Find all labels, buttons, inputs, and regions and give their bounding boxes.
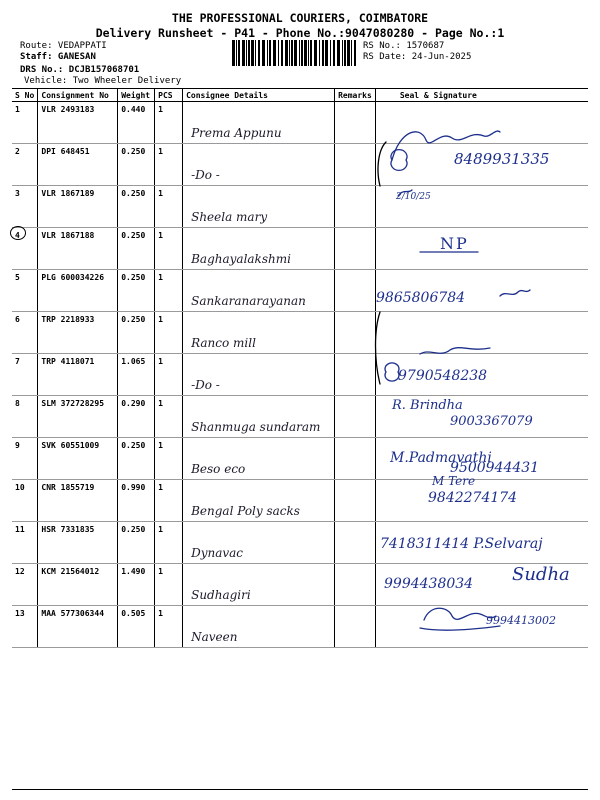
staff-label: Staff: GANESAN bbox=[20, 52, 96, 62]
row-weight: 0.250 bbox=[118, 438, 155, 480]
row-sno: 2 bbox=[12, 144, 38, 186]
row-weight: 0.250 bbox=[118, 312, 155, 354]
vehicle-label: Vehicle: Two Wheeler Delivery bbox=[24, 76, 182, 86]
row-consignee-cell bbox=[183, 228, 335, 270]
table-row bbox=[12, 102, 588, 144]
sig-row7-phone: 9790548238 bbox=[398, 368, 488, 384]
row-consignee-handwritten: Sankaranarayanan bbox=[191, 294, 306, 308]
barcode bbox=[232, 40, 356, 66]
row-remarks bbox=[335, 480, 376, 522]
route-label: Route: VEDAPPATI bbox=[20, 41, 107, 51]
footer-rule bbox=[12, 789, 588, 790]
barcode-bar bbox=[248, 40, 250, 66]
row-sno: 12 bbox=[12, 564, 38, 606]
sig-row8-name: R. Brindha bbox=[392, 398, 463, 413]
row-pcs: 1 bbox=[155, 228, 183, 270]
sig-row4-np: NP bbox=[440, 234, 469, 253]
row-sno: 5 bbox=[12, 270, 38, 312]
barcode-bar bbox=[289, 40, 290, 66]
barcode-bar bbox=[322, 40, 324, 66]
company-title: THE PROFESSIONAL COURIERS, COIMBATORE bbox=[171, 11, 429, 25]
barcode-bar bbox=[330, 40, 331, 66]
row-weight: 0.290 bbox=[118, 396, 155, 438]
sig-row5-phone: 9865806784 bbox=[376, 290, 466, 306]
row-sno: 9 bbox=[12, 438, 38, 480]
sig-row9-phone: 9500944431 bbox=[450, 460, 540, 476]
row-consignment-no: TRP 4118071 bbox=[38, 354, 118, 396]
barcode-bar bbox=[294, 40, 297, 66]
col-consignment: Consignment No bbox=[38, 89, 118, 102]
row-consignment-no: VLR 1867189 bbox=[38, 186, 118, 228]
row-consignment-no: KCM 21564012 bbox=[38, 564, 118, 606]
row-remarks bbox=[335, 522, 376, 564]
row-weight: 0.250 bbox=[118, 228, 155, 270]
runsheet-subtitle: Delivery Runsheet - P41 - Phone No.:9047080280 - Page No.:1 bbox=[95, 26, 505, 40]
row-sno: 8 bbox=[12, 396, 38, 438]
row-consignee-cell bbox=[183, 144, 335, 186]
row-consignee-cell bbox=[183, 102, 335, 144]
barcode-bar bbox=[325, 40, 328, 66]
row-weight: 0.440 bbox=[118, 102, 155, 144]
row-consignee-handwritten: Beso eco bbox=[191, 462, 246, 476]
barcode-bar bbox=[242, 40, 245, 66]
table-row bbox=[12, 354, 588, 396]
row-remarks bbox=[335, 564, 376, 606]
barcode-bar bbox=[342, 40, 343, 66]
col-signature: Seal & Signature bbox=[375, 89, 588, 102]
row-sno: 11 bbox=[12, 522, 38, 564]
row-consignee-cell bbox=[183, 396, 335, 438]
row-pcs: 1 bbox=[155, 480, 183, 522]
row-consignee-handwritten: Naveen bbox=[191, 630, 238, 644]
row-consignee-cell bbox=[183, 438, 335, 480]
row-pcs: 1 bbox=[155, 438, 183, 480]
row-pcs: 1 bbox=[155, 522, 183, 564]
table-row bbox=[12, 228, 588, 270]
row-sno: 6 bbox=[12, 312, 38, 354]
sig-row13-phone: 9994413002 bbox=[486, 614, 556, 627]
row-pcs: 1 bbox=[155, 396, 183, 438]
row-weight: 0.505 bbox=[118, 606, 155, 648]
row-remarks bbox=[335, 606, 376, 648]
table-row bbox=[12, 312, 588, 354]
table-header-row bbox=[12, 89, 588, 102]
row-remarks bbox=[335, 186, 376, 228]
row-consignee-handwritten: Sudhagiri bbox=[191, 588, 251, 602]
sig-row3-date: 2/10/25 bbox=[396, 192, 431, 202]
row-weight: 0.250 bbox=[118, 270, 155, 312]
barcode-bar bbox=[347, 40, 350, 66]
barcode-bar bbox=[351, 40, 352, 66]
row-consignee-handwritten: -Do - bbox=[191, 168, 220, 182]
barcode-bar bbox=[291, 40, 293, 66]
drs-number bbox=[20, 65, 139, 75]
barcode-bar bbox=[319, 40, 320, 66]
row-consignee-handwritten: Bengal Poly sacks bbox=[191, 504, 300, 518]
table-row bbox=[12, 186, 588, 228]
row-remarks bbox=[335, 312, 376, 354]
barcode-bar bbox=[314, 40, 317, 66]
row-weight: 1.490 bbox=[118, 564, 155, 606]
sig-row12-phone: 9994438034 bbox=[384, 576, 474, 592]
barcode-bar bbox=[344, 40, 346, 66]
rs-number: RS No.: 1570687 bbox=[363, 41, 445, 51]
row-pcs: 1 bbox=[155, 312, 183, 354]
barcode-bar bbox=[246, 40, 247, 66]
barcode-bar bbox=[251, 40, 254, 66]
row-pcs: 1 bbox=[155, 102, 183, 144]
barcode-bar bbox=[258, 40, 260, 66]
row-sno: 3 bbox=[12, 186, 38, 228]
row-consignment-no: MAA 577306344 bbox=[38, 606, 118, 648]
sig-row11-phone-name: 7418311414 P.Selvaraj bbox=[380, 536, 543, 552]
row-consignee-cell bbox=[183, 354, 335, 396]
row-sno: 7 bbox=[12, 354, 38, 396]
row-consignee-handwritten: Baghayalakshmi bbox=[191, 252, 291, 266]
drs-value: DCJB157068701 bbox=[68, 65, 140, 75]
row-weight: 0.990 bbox=[118, 480, 155, 522]
row-pcs: 1 bbox=[155, 564, 183, 606]
runsheet-table bbox=[12, 88, 588, 648]
col-remarks: Remarks bbox=[335, 89, 376, 102]
row-sno: 1 bbox=[12, 102, 38, 144]
sig-row12-name: Sudha bbox=[512, 564, 570, 585]
row-consignment-no: DPI 648451 bbox=[38, 144, 118, 186]
row-consignment-no: SLM 372728295 bbox=[38, 396, 118, 438]
col-sno: S No bbox=[12, 89, 38, 102]
row-consignee-handwritten: Ranco mill bbox=[191, 336, 256, 350]
row-consignment-no: VLR 1867188 bbox=[38, 228, 118, 270]
sig-row1-phone: 8489931335 bbox=[454, 150, 550, 168]
row-remarks bbox=[335, 228, 376, 270]
barcode-bar bbox=[285, 40, 288, 66]
sig-row10-name: M Tere bbox=[432, 474, 476, 488]
barcode-bar bbox=[333, 40, 335, 66]
row-signature bbox=[375, 312, 588, 354]
col-consignee: Consignee Details bbox=[183, 89, 335, 102]
rs-date: RS Date: 24-Jun-2025 bbox=[363, 52, 472, 62]
row-4-mark-circle bbox=[10, 226, 26, 240]
barcode-bar bbox=[269, 40, 271, 66]
row-pcs: 1 bbox=[155, 354, 183, 396]
row-sno: 10 bbox=[12, 480, 38, 522]
row-sno: 13 bbox=[12, 606, 38, 648]
row-consignee-cell bbox=[183, 606, 335, 648]
row-consignee-cell bbox=[183, 522, 335, 564]
row-consignee-handwritten: -Do - bbox=[191, 378, 220, 392]
barcode-bar bbox=[281, 40, 283, 66]
row-weight: 0.250 bbox=[118, 522, 155, 564]
col-weight: Weight bbox=[118, 89, 155, 102]
row-consignee-cell bbox=[183, 186, 335, 228]
barcode-bar bbox=[299, 40, 300, 66]
row-pcs: 1 bbox=[155, 186, 183, 228]
row-remarks bbox=[335, 144, 376, 186]
barcode-bar bbox=[278, 40, 279, 66]
barcode-bar bbox=[255, 40, 256, 66]
row-weight: 0.250 bbox=[118, 144, 155, 186]
row-signature bbox=[375, 228, 588, 270]
row-consignment-no: PLG 600034226 bbox=[38, 270, 118, 312]
row-consignment-no: CNR 1855719 bbox=[38, 480, 118, 522]
row-consignment-no: SVK 60551009 bbox=[38, 438, 118, 480]
row-consignee-handwritten: Dynavac bbox=[191, 546, 244, 560]
table-row bbox=[12, 564, 588, 606]
row-consignment-no: TRP 2218933 bbox=[38, 312, 118, 354]
row-signature bbox=[375, 102, 588, 144]
barcode-bar bbox=[304, 40, 307, 66]
row-consignee-handwritten: Shanmuga sundaram bbox=[191, 420, 321, 434]
row-consignee-cell bbox=[183, 312, 335, 354]
barcode-bar bbox=[354, 40, 356, 66]
barcode-bar bbox=[310, 40, 312, 66]
barcode-bar bbox=[262, 40, 265, 66]
row-remarks bbox=[335, 102, 376, 144]
barcode-bar bbox=[301, 40, 303, 66]
row-consignee-handwritten: Prema Appunu bbox=[191, 126, 282, 140]
row-pcs: 1 bbox=[155, 270, 183, 312]
barcode-bar bbox=[232, 40, 235, 66]
row-pcs: 1 bbox=[155, 144, 183, 186]
row-sno: 4 bbox=[12, 228, 38, 270]
barcode-bar bbox=[308, 40, 309, 66]
row-remarks bbox=[335, 438, 376, 480]
sig-row10-phone: 9842274174 bbox=[428, 490, 518, 506]
barcode-bar bbox=[236, 40, 237, 66]
sig-row8-phone: 9003367079 bbox=[450, 414, 533, 429]
row-remarks bbox=[335, 270, 376, 312]
sig-row9-name: M.Padmavathi bbox=[390, 450, 492, 466]
row-consignee-cell bbox=[183, 270, 335, 312]
row-weight: 0.250 bbox=[118, 186, 155, 228]
row-consignee-cell bbox=[183, 564, 335, 606]
row-consignment-no: VLR 2493183 bbox=[38, 102, 118, 144]
barcode-bar bbox=[267, 40, 268, 66]
row-remarks bbox=[335, 396, 376, 438]
row-consignee-handwritten: Sheela mary bbox=[191, 210, 268, 224]
drs-label: DRS No.: bbox=[20, 65, 69, 75]
table-row bbox=[12, 270, 588, 312]
barcode-bar bbox=[337, 40, 340, 66]
row-signature bbox=[375, 606, 588, 648]
row-weight: 1.065 bbox=[118, 354, 155, 396]
barcode-bar bbox=[238, 40, 240, 66]
row-consignee-cell bbox=[183, 480, 335, 522]
barcode-bar bbox=[273, 40, 276, 66]
col-pcs: PCS bbox=[155, 89, 183, 102]
row-consignment-no: HSR 7331835 bbox=[38, 522, 118, 564]
row-remarks bbox=[335, 354, 376, 396]
row-pcs: 1 bbox=[155, 606, 183, 648]
